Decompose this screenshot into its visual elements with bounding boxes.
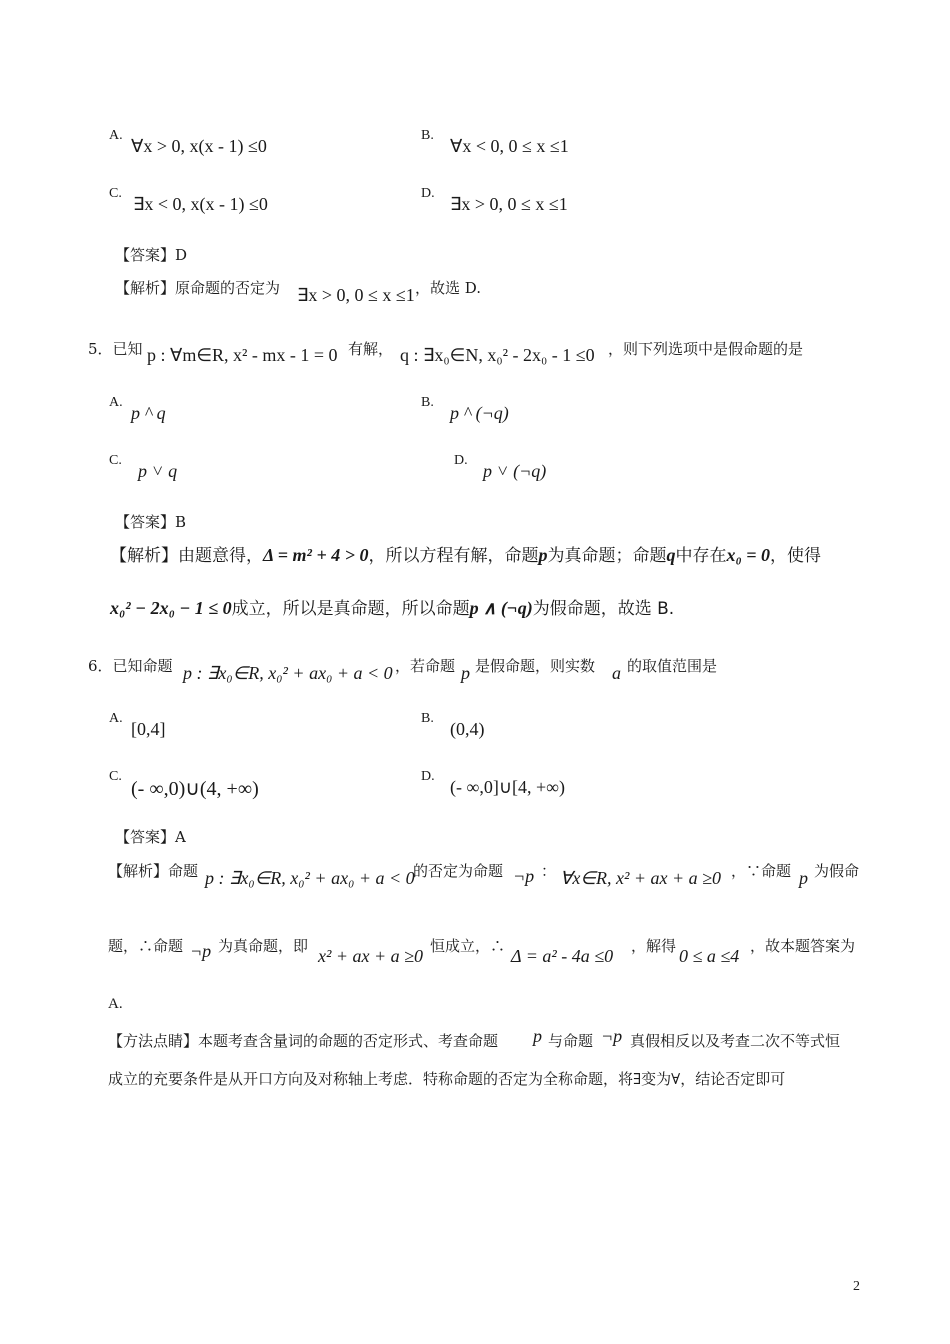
q5-analysis-line2-expr: x₀² − 2x₀ − 1 ≤ 0 bbox=[110, 598, 232, 618]
q6-a1-p: p bbox=[799, 868, 808, 888]
q4-option-c-expr: ∃x < 0, x(x - 1) ≤0 bbox=[133, 194, 268, 214]
q6-mid-c: 的取值范围是 bbox=[627, 657, 718, 675]
q6-option-c-label: C. bbox=[109, 769, 122, 784]
q5-analysis-line1-a: 【解析】由题意得， bbox=[110, 546, 263, 566]
q4-analysis-expr: ∃x > 0, 0 ≤ x ≤1 bbox=[297, 285, 415, 305]
q6-tip1-b: 与命题 bbox=[548, 1032, 594, 1050]
q6-option-d-label: D. bbox=[421, 769, 435, 784]
q6-option-b-expr: (0,4) bbox=[450, 719, 485, 739]
q6-option-b-label: B. bbox=[421, 711, 434, 726]
q6-tip1-c: 真假相反以及考查二次不等式恒 bbox=[630, 1032, 841, 1050]
q5-analysis-line1-e: ，使得 bbox=[770, 546, 822, 566]
q5-number: 5．已知 bbox=[88, 340, 143, 358]
q6-option-d-expr: (- ∞,0]∪[4, +∞) bbox=[450, 777, 565, 797]
q6-number: 6．已知命题 bbox=[88, 657, 173, 675]
q6-a2-e: ，故本题答案为 bbox=[750, 937, 856, 955]
q4-option-d-expr: ∃x > 0, 0 ≤ x ≤1 bbox=[450, 194, 568, 214]
q6-a2-expr4: 0 ≤ a ≤4 bbox=[679, 946, 740, 966]
q6-p-expr: p : ∃x₀∈R, x₀² + ax₀ + a < 0 bbox=[183, 663, 393, 683]
q6-mid-p: p bbox=[461, 663, 470, 683]
q6-mid-a-var: a bbox=[612, 663, 621, 683]
q5-analysis-line1-c: 为真命题；命题 bbox=[547, 546, 667, 566]
q6-tip1-p: p bbox=[533, 1026, 542, 1046]
q5-analysis-line1-d: 中存在 bbox=[675, 546, 727, 566]
q4-answer: 【答案】D bbox=[115, 246, 188, 264]
q6-a1-e: 为假命 bbox=[814, 862, 860, 880]
q4-option-a-expr: ∀x > 0, x(x - 1) ≤0 bbox=[131, 136, 267, 156]
q5-analysis-line2 bbox=[110, 594, 674, 619]
q5-analysis-line1-b: ，所以方程有解，命题 bbox=[368, 546, 539, 566]
q5-analysis-line2-b: 为假命题，故选 B. bbox=[532, 599, 675, 619]
q4-option-d-label: D. bbox=[421, 186, 435, 201]
q5-option-c-label: C. bbox=[109, 453, 122, 468]
q4-option-a-label: A. bbox=[109, 128, 123, 143]
q6-a2-a: 题，∴命题 bbox=[108, 937, 184, 955]
q4-analysis-prefix: 【解析】原命题的否定为 bbox=[115, 279, 281, 297]
q6-tip1-a: 【方法点睛】本题考查含量词的命题的否定形式、考查命题 bbox=[108, 1032, 499, 1050]
q6-a1-b: 的否定为命题 bbox=[413, 862, 504, 880]
q6-a2-expr2: x² + ax + a ≥0 bbox=[318, 946, 424, 966]
q6-a1-expr3: ∀x∈R, x² + ax + a ≥0 bbox=[560, 868, 722, 888]
q5-analysis-line2-a: 成立，所以是真命题，所以命题 bbox=[231, 599, 470, 619]
q6-option-a-label: A. bbox=[109, 711, 123, 726]
q5-option-d-label: D. bbox=[454, 453, 468, 468]
q6-a3: A. bbox=[108, 996, 123, 1012]
q5-p-expr: p : ∀m∈R, x² - mx - 1 = 0 bbox=[147, 345, 338, 365]
q5-q-expr: q : ∃x₀∈N, x₀² - 2x₀ - 1 ≤0 bbox=[400, 345, 595, 365]
q6-mid-a: ，若命题 bbox=[395, 657, 456, 675]
q5-q-suffix: ，则下列选项中是假命题的是 bbox=[608, 340, 804, 358]
q5-analysis-line1-p: p bbox=[538, 545, 548, 565]
q6-option-a-expr: [0,4] bbox=[131, 719, 166, 739]
q6-a2-expr1: ¬p bbox=[190, 941, 212, 961]
q6-a2-expr3: Δ = a² - 4a ≤0 bbox=[511, 946, 614, 966]
q5-p-suffix: 有解， bbox=[348, 340, 394, 358]
q6-tip2: 成立的充要条件是从开口方向及对称轴上考虑．特称命题的否定为全称命题，将∃变为∀，结论否定即可 bbox=[108, 1070, 786, 1088]
q5-option-c-expr: p ˅ q bbox=[138, 461, 178, 481]
q5-analysis-line1-expr2: x₀ = 0 bbox=[726, 545, 771, 565]
q6-a1-expr2: ¬p bbox=[513, 866, 535, 886]
q6-a1-a: 【解析】命题 bbox=[108, 862, 199, 880]
q5-analysis-line2-expr2: p ∧ (¬q) bbox=[469, 598, 533, 618]
q4-option-c-label: C. bbox=[109, 186, 122, 201]
q6-tip1-np: ¬p bbox=[601, 1026, 623, 1046]
q4-analysis-suffix: ，故选 D. bbox=[415, 279, 482, 297]
q6-a2-c: 恒成立，∴ bbox=[430, 937, 506, 955]
q5-option-b-label: B. bbox=[421, 395, 434, 410]
q6-a1-d: ，∵命题 bbox=[731, 862, 792, 880]
q6-a2-b: 为真命题，即 bbox=[218, 937, 309, 955]
q5-option-a-expr: p ^ q bbox=[131, 403, 166, 423]
q5-option-a-label: A. bbox=[109, 395, 123, 410]
q6-option-c-expr: (- ∞,0)∪(4, +∞) bbox=[131, 778, 259, 800]
q5-analysis-line1-q: q bbox=[666, 545, 676, 565]
q5-analysis-line1 bbox=[110, 541, 821, 566]
q4-option-b-expr: ∀x < 0, 0 ≤ x ≤1 bbox=[450, 136, 569, 156]
q6-a1-expr1: p : ∃x₀∈R, x₀² + ax₀ + a < 0 bbox=[205, 868, 415, 888]
q5-answer: 【答案】B bbox=[115, 513, 187, 531]
q5-option-d-expr: p ˅ (¬q) bbox=[483, 461, 547, 481]
q5-analysis-line1-expr1: Δ = m² + 4 > 0 bbox=[263, 545, 369, 565]
q6-a2-d: ，解得 bbox=[631, 937, 677, 955]
page-number: 2 bbox=[853, 1279, 860, 1294]
q4-option-b-label: B. bbox=[421, 128, 434, 143]
q5-option-b-expr: p ^ (¬q) bbox=[450, 403, 509, 423]
q6-answer: 【答案】A bbox=[115, 828, 186, 846]
q6-a1-c: ： bbox=[541, 862, 557, 880]
q6-mid-b: 是假命题，则实数 bbox=[475, 657, 596, 675]
